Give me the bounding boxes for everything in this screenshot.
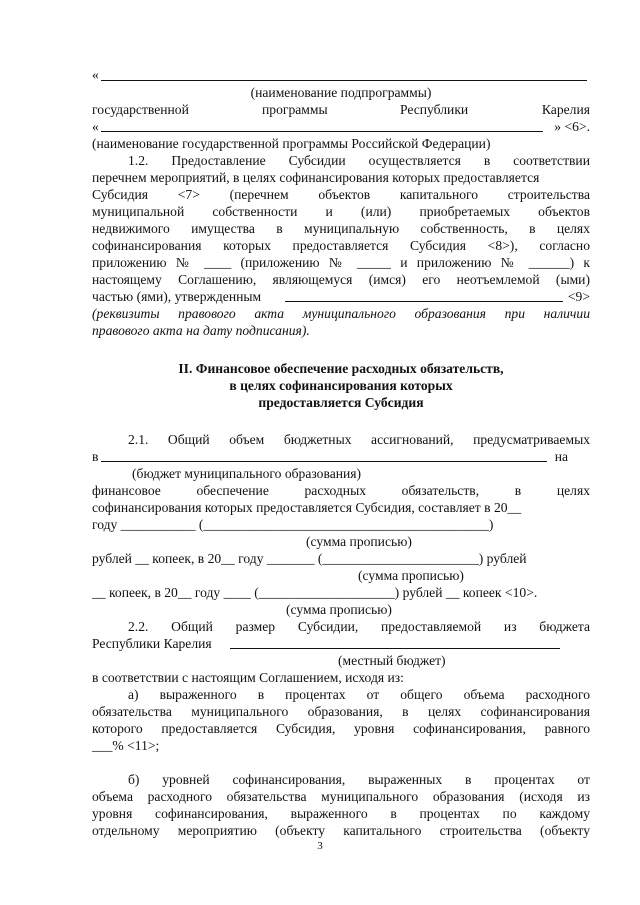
para-2-1-line-4: финансовое обеспечение расходных обязательств, в целях bbox=[92, 483, 590, 498]
para-1-2-line-8: настоящему Соглашению, являющемуся (имся) его неотъемлемой (ыми) bbox=[92, 272, 590, 287]
budget-blank-line bbox=[101, 461, 547, 462]
caption-municipal-budget: (бюджет муниципального образования) bbox=[132, 466, 362, 481]
para-1-2-line-1: 1.2. Предоставление Субсидии осуществляется в соответствии bbox=[128, 153, 590, 168]
word-karelia: Карелия bbox=[541, 102, 590, 117]
para-2-1-line-1: 2.1. Общий объем бюджетных ассигнований, предусматриваемых bbox=[128, 432, 590, 447]
footnote-9: <9> bbox=[567, 289, 590, 304]
state-program-quote-line bbox=[92, 118, 590, 135]
parts-approved: частью (ями), утвержденным bbox=[92, 289, 262, 304]
para-1-2-line-4: муниципальной собственности и (или) приобретаемых объектов bbox=[92, 204, 590, 219]
para-1-2-line-3: Субсидия <7> (перечнем объектов капитального строительства bbox=[92, 187, 590, 202]
requisites-line-2: правового акта на дату подписания). bbox=[92, 323, 310, 338]
para-2-1-line-5: софинансирования которых предоставляется Субсидия, составляет в 20__ bbox=[92, 500, 522, 515]
section-2-heading-1: II. Финансовое обеспечение расходных обязательств, bbox=[178, 361, 504, 376]
para-2-1-line-10: __ копеек, в 20__ году ____ (____________________) рублей __ копеек <10>. bbox=[92, 585, 538, 600]
state-program-blank-line bbox=[101, 131, 543, 132]
footnote-6: » <6>. bbox=[554, 119, 590, 134]
caption-sum-words-1: (сумма прописью) bbox=[306, 534, 412, 549]
para-2-1-line-6: году ___________ (__________________________________________) bbox=[92, 517, 494, 532]
caption-local-budget: (местный бюджет) bbox=[338, 653, 446, 668]
local-budget-blank-line bbox=[230, 648, 560, 649]
item-b-line-4: отдельному мероприятию (объекту капитального строительства (объекту bbox=[92, 823, 590, 838]
section-2-heading-2: в целях софинансирования которых bbox=[229, 378, 453, 393]
item-a-line-3: которого предоставляется Субсидия, уровня софинансирования, равного bbox=[92, 721, 590, 736]
para-2-1-line-8: рублей __ копеек, в 20__ году _______ (_______________________) рублей bbox=[92, 551, 527, 566]
item-b-line-1: б) уровней софинансирования, выраженных в процентах от bbox=[128, 772, 590, 787]
caption-subprogram-name: (наименование подпрограммы) bbox=[250, 85, 432, 100]
caption-state-program-rf: (наименование государственной программы Российской Федерации) bbox=[92, 136, 491, 151]
quote-open: « bbox=[92, 119, 99, 134]
item-b-line-3: уровня софинансирования, выраженного в процентах по каждому bbox=[92, 806, 590, 821]
item-a-line-1: а) выраженного в процентах от общего объема расходного bbox=[128, 687, 590, 702]
prep-in: в bbox=[92, 449, 99, 464]
para-2-2-line-2: Республики Карелия bbox=[92, 636, 212, 651]
word-on: на bbox=[554, 449, 568, 464]
para-2-1-line-2 bbox=[92, 448, 590, 465]
item-a-line-4: ___% <11>; bbox=[92, 738, 160, 753]
page-number: 3 bbox=[317, 840, 323, 852]
para-1-2-line-2: перечнем мероприятий, в целях софинансирования которых предоставляется bbox=[92, 170, 540, 185]
item-a-line-2: обязательства муниципального образования, в целях софинансирования bbox=[92, 704, 590, 719]
requisites-line-1: (реквизиты правового акта муниципального образования при наличии bbox=[92, 306, 590, 321]
caption-sum-words-3: (сумма прописью) bbox=[286, 602, 392, 617]
para-2-2-line-4: в соответствии с настоящим Соглашением, исходя из: bbox=[92, 670, 404, 685]
subprogram-quote-open: « bbox=[92, 67, 99, 82]
word-program: программы bbox=[262, 102, 328, 117]
para-1-2-line-6: софинансирования которых предоставляется Субсидия <8>), согласно bbox=[92, 238, 590, 253]
approved-blank-line bbox=[285, 301, 563, 302]
item-b-line-2: объема расходного обязательства муниципального образования (исходя из bbox=[92, 789, 590, 804]
para-2-2-line-1: 2.2. Общий размер Субсидии, предоставляемой из бюджета bbox=[128, 619, 590, 634]
subprogram-blank-line bbox=[101, 80, 587, 81]
word-state: государственной bbox=[92, 102, 189, 117]
section-2-heading-3: предоставляется Субсидия bbox=[258, 395, 424, 410]
word-republic: Республики bbox=[400, 102, 469, 117]
para-1-2-line-7: приложению № ____ (приложению № _____ и приложению № ______) к bbox=[92, 255, 590, 270]
para-1-2-line-9 bbox=[92, 288, 590, 305]
caption-sum-words-2: (сумма прописью) bbox=[358, 568, 464, 583]
para-1-2-line-5: недвижимого имущества в муниципальную собственность, в целях bbox=[92, 221, 590, 236]
